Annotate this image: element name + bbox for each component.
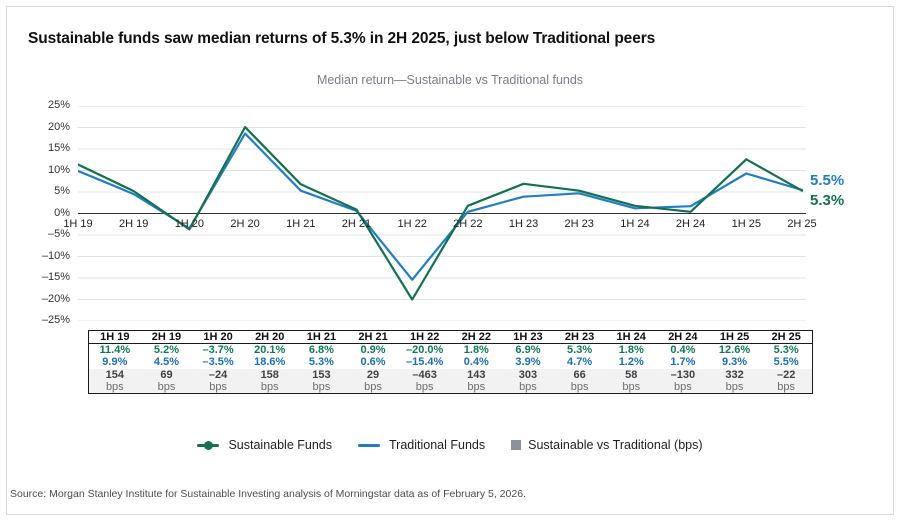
legend-label: Sustainable Funds (228, 438, 332, 452)
table-cell-traditional: 0.4% (450, 356, 502, 369)
table-column-header: 2H 24 (657, 331, 709, 344)
traditional-end-label: 5.5% (810, 171, 845, 189)
table-column-header: 2H 20 (244, 331, 296, 344)
x-tick-label: 1H 20 (174, 217, 205, 230)
x-tick-label: 1H 21 (286, 217, 316, 230)
legend-item[interactable] (358, 438, 485, 452)
table-cell-sustainable: 1.8% (618, 344, 644, 356)
table-column-header: 1H 23 (502, 331, 554, 344)
table-cell-bps-unit: bps (709, 381, 761, 393)
table-cell-traditional: 5.5% (760, 356, 812, 369)
x-tick-label: 1H 19 (63, 217, 93, 230)
y-tick-label: 15% (47, 142, 70, 154)
y-tick-label: 10% (47, 163, 70, 176)
table-cell-bps: 153 (296, 369, 348, 382)
y-tick-label: –10% (41, 249, 70, 262)
y-tick-label: 25% (47, 99, 70, 111)
x-tick-label: 2H 25 (787, 217, 817, 230)
table-cell-bps-unit: bps (141, 381, 193, 393)
table-cell-sustainable: 5.3% (567, 344, 593, 356)
table-cell-traditional: 4.5% (141, 356, 193, 369)
table-row-bps (89, 369, 812, 382)
table-cell-sustainable: 0.4% (670, 344, 696, 356)
table-cell-sustainable: –3.7% (202, 344, 234, 356)
table-column-header: 1H 24 (605, 331, 657, 344)
table-row-bps-unit (89, 381, 812, 393)
table-cell-traditional: 4.7% (554, 356, 606, 369)
table-cell-bps-unit: bps (502, 381, 554, 393)
table-cell-bps: 158 (244, 369, 296, 382)
legend-label: Sustainable vs Traditional (bps) (528, 438, 703, 452)
y-tick-label: 0% (54, 206, 70, 219)
table-column-header: 1H 22 (399, 331, 451, 344)
x-tick-label: 1H 24 (620, 217, 650, 230)
table-cell-bps: 303 (502, 369, 554, 382)
source-note: Source: Morgan Stanley Institute for Sustainable Investing analysis of Morningstar data as of February 5, 2026. (10, 488, 526, 500)
table-cell-traditional: 18.6% (244, 356, 296, 369)
x-tick-label: 2H 20 (230, 217, 260, 230)
table-cell-bps-unit: bps (244, 381, 296, 393)
x-tick-label: 2H 24 (675, 217, 706, 230)
legend-square-icon (511, 440, 521, 450)
table-cell-bps: –130 (657, 369, 709, 382)
legend-line-icon (358, 444, 382, 447)
line-chart-plot (41, 99, 845, 326)
table-cell-sustainable: 20.1% (254, 344, 286, 356)
table-cell-traditional: 1.2% (605, 356, 657, 369)
y-tick-label: –25% (41, 314, 70, 326)
chart-svg (78, 106, 838, 321)
table-cell-bps-unit: bps (296, 381, 348, 393)
table-cell-traditional: –3.5% (192, 356, 244, 369)
table-cell-bps-unit: bps (657, 381, 709, 393)
x-tick-label: 2H 19 (119, 217, 149, 230)
x-tick-label: 1H 25 (731, 217, 761, 230)
table-cell-bps-unit: bps (89, 381, 141, 393)
table-cell-bps: 143 (450, 369, 502, 382)
table-cell-bps: 58 (605, 369, 657, 382)
table-cell-bps: 69 (141, 369, 193, 382)
table-cell-sustainable: 11.4% (99, 344, 131, 356)
table-column-header: 1H 25 (709, 331, 761, 344)
table-row-sustainable (89, 344, 812, 357)
table-cell-bps: –22 (760, 369, 812, 382)
table-cell-bps-unit: bps (450, 381, 502, 393)
table-row-traditional (89, 356, 812, 369)
y-tick-label: –5% (47, 228, 70, 240)
table-cell-bps: 154 (89, 369, 141, 382)
table-cell-bps-unit: bps (399, 381, 451, 393)
y-tick-label: –15% (41, 271, 70, 283)
table-cell-bps-unit: bps (347, 381, 399, 393)
x-tick-label: 2H 22 (453, 217, 483, 230)
legend-line-icon (197, 444, 221, 447)
table-cell-sustainable: 0.9% (360, 344, 386, 356)
table-cell-bps-unit: bps (192, 381, 244, 393)
chart-legend (0, 438, 900, 452)
table-column-header: 2H 22 (450, 331, 502, 344)
y-tick-label: –20% (41, 292, 70, 305)
table-cell-bps: –463 (399, 369, 451, 382)
table-header-row (89, 331, 812, 344)
table-cell-bps: 29 (347, 369, 399, 382)
table-cell-sustainable: 1.8% (463, 344, 489, 356)
table-cell-traditional: 0.6% (347, 356, 399, 369)
legend-item[interactable] (197, 438, 332, 452)
table-cell-bps-unit: bps (605, 381, 657, 393)
table-cell-traditional: 1.7% (657, 356, 709, 369)
table-cell-sustainable: 12.6% (718, 344, 751, 356)
table-column-header: 1H 19 (89, 331, 141, 344)
x-tick-label: 2H 23 (564, 217, 594, 230)
legend-item[interactable] (511, 438, 702, 452)
y-tick-label: 5% (54, 185, 70, 197)
table-cell-bps-unit: bps (554, 381, 606, 393)
table-cell-sustainable: –20.0% (406, 344, 444, 356)
table-cell-sustainable: 6.8% (308, 344, 334, 356)
legend-dot-icon (204, 441, 213, 450)
table-column-header: 2H 21 (347, 331, 399, 344)
table-column-header: 2H 19 (141, 331, 193, 344)
table-cell-traditional: 9.9% (89, 356, 141, 369)
table-cell-traditional: 5.3% (296, 356, 348, 369)
table-cell-sustainable: 6.9% (515, 344, 541, 356)
sustainable-end-label: 5.3% (810, 191, 845, 209)
x-tick-label: 1H 22 (397, 217, 427, 230)
table-column-header: 2H 23 (554, 331, 606, 344)
y-tick-label: 20% (47, 120, 70, 133)
traditional-funds-line (78, 134, 802, 280)
table-column-header: 2H 25 (760, 331, 812, 344)
table-cell-traditional: –15.4% (399, 356, 451, 369)
x-tick-label: 1H 23 (508, 217, 539, 230)
table-cell-sustainable: 5.2% (153, 344, 179, 356)
table-column-header: 1H 20 (192, 331, 244, 344)
table-cell-bps: –24 (192, 369, 244, 382)
x-tick-label: 2H 21 (341, 217, 372, 230)
table-cell-bps-unit: bps (760, 381, 812, 393)
table-column-header: 1H 21 (296, 331, 348, 344)
chart-subtitle: Median return—Sustainable vs Traditional funds (316, 73, 584, 87)
data-table (88, 330, 813, 394)
table-cell-bps: 332 (709, 369, 761, 382)
table-cell-bps: 66 (554, 369, 606, 382)
page-title: Sustainable funds saw median returns of 5.3% in 2H 2025, just below Traditional peers (28, 30, 656, 47)
table-cell-traditional: 3.9% (502, 356, 554, 369)
gridlines (78, 106, 806, 321)
table-cell-sustainable: 5.3% (773, 344, 799, 356)
legend-label: Traditional Funds (389, 438, 486, 452)
table-cell-traditional: 9.3% (709, 356, 761, 369)
